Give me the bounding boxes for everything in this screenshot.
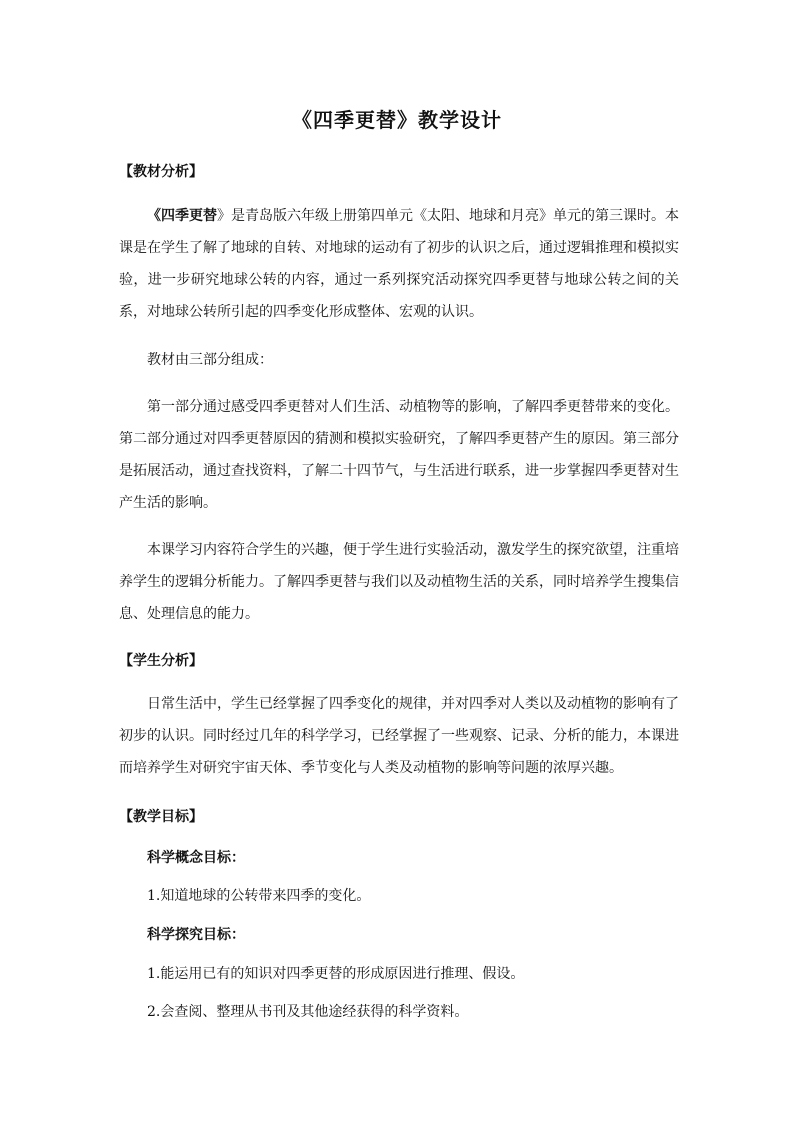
inquiry-goal-heading: 科学探究目标： [147, 927, 245, 943]
section-heading-teaching-goals: 【教学目标】 [119, 809, 203, 825]
student-paragraph-1: 日常生活中，学生已经掌握了四季变化的规律，并对四季对人类以及动植物的影响有了初步的认识。同时经过几年的科学学习，已经掌握了一些观察、记录、分析的能力，本课进而培养学生对研究宇宙天体、季节变化与人类及动植物的影响等问题的浓厚兴趣。 [119, 696, 679, 776]
lesson-name-bold: 《四季更替 [147, 208, 217, 224]
inquiry-goal-item: 2.会查阅、整理从书刊及其他途经获得的科学资料。 [147, 1004, 469, 1020]
textbook-paragraph-2: 教材由三部分组成： [147, 352, 273, 368]
textbook-paragraph-1 [119, 200, 679, 328]
textbook-paragraph-1-text: 》是青岛版六年级上册第四单元《太阳、地球和月亮》单元的第三课时。本课是在学生了解了地球的自转、对地球的运动有了初步的认识之后，通过逻辑推理和模拟实验，进一步研究地球公转的内容，通过一系列探究活动探究四季更替与地球公转之间的关系，对地球公转所引起的四季变化形成整体、宏观的认识。 [119, 208, 679, 320]
section-heading-textbook-analysis: 【教材分析】 [119, 164, 203, 180]
textbook-paragraph-3: 第一部分通过感受四季更替对人们生活、动植物等的影响，了解四季更替带来的变化。第二部分通过对四季更替原因的猜测和模拟实验研究，了解四季更替产生的原因。第三部分是拓展活动，通过查找资料，了解二十四节气，与生活进行联系，进一步掌握四季更替对生产生活的影响。 [119, 399, 679, 511]
section-heading-student-analysis: 【学生分析】 [119, 653, 203, 669]
concept-goal-heading: 科学概念目标： [147, 850, 245, 866]
document-title: 《四季更替》教学设计 [292, 108, 502, 132]
concept-goal-item: 1.知道地球的公转带来四季的变化。 [147, 888, 371, 904]
textbook-paragraph-4: 本课学习内容符合学生的兴趣，便于学生进行实验活动，激发学生的探究欲望，注重培养学生的逻辑分析能力。了解四季更替与我们以及动植物生活的关系，同时培养学生搜集信息、处理信息的能力。 [119, 542, 679, 622]
inquiry-goal-item: 1.能运用已有的知识对四季更替的形成原因进行推理、假设。 [147, 966, 525, 982]
